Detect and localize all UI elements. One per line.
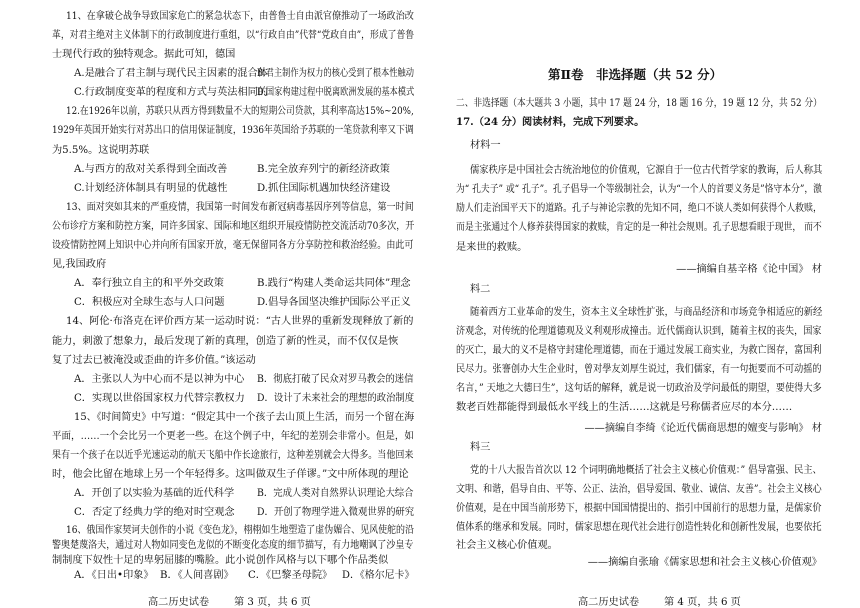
q11-line-2: 革，对君主绝对主义体制下的行政制度进行重组，以“行政自由”代替“党政自由”，形成了普鲁 bbox=[52, 29, 415, 41]
q15-option-a: A．开创了以实验为基础的近代科学 bbox=[74, 488, 235, 500]
material3-line-3: 价值观，是在中国当前形势下，根据中国国情提出的、指引中国前行的思想力量，是儒家价 bbox=[456, 503, 822, 515]
material3-label: 料三 bbox=[470, 442, 491, 454]
material2-line-1: 随着西方工业革命的发生，资本主义全球性扩张，与商品经济和市场竞争相适应的新经 bbox=[470, 306, 823, 318]
q15-line-1: 15、《时间简史》中写道：“假定其中一个孩子去山顶上生活，而另一个留在海 bbox=[74, 411, 415, 423]
q12-option-d: D.抓住国际机遇加快经济建设 bbox=[257, 182, 391, 194]
material1-label: 材料一 bbox=[470, 140, 501, 152]
q13-option-d: D.倡导各国坚决维护国际公平正义 bbox=[257, 297, 411, 309]
left-footer-subject: 高二历史试卷 bbox=[148, 597, 210, 608]
material1-line-1: 儒家秩序是中国社会古统治地位的价值观，它源自于一位古代哲学家的教诲，后人称其 bbox=[470, 165, 823, 177]
q13-option-b: B.践行“构建人类命运共同体”理念 bbox=[257, 278, 411, 290]
material1-line-4: 而是主张通过个人修养获得国家的救赎，肯定的是一种社会规则。孔子思想看眼于现世， 而不 bbox=[456, 222, 822, 234]
q14-line-3: 复了过去已被淹没或歪曲的许多价值。”该运动 bbox=[52, 354, 256, 366]
q11-line-1: 11、在拿破仑战争导致国家危亡的紧急状态下，由普鲁士自由派官僚推动了一场政治改 bbox=[66, 10, 414, 22]
material2-line-6: 数老百姓都能得到最低水平线上的生活……这就是号称儒者应尽的本分…… bbox=[456, 402, 793, 413]
section-title: 第Ⅱ卷 非选择题（共 52 分） bbox=[548, 66, 723, 82]
material1-line-2: 为“ 孔夫子” 或“ 孔子”。孔子倡导一个等级制社会，认为“一个人的首要义务是”恪守本分”，激 bbox=[456, 184, 822, 196]
q15-option-d: D．开创了物理学进入微观世界的研究 bbox=[257, 507, 415, 519]
q12-option-a: A.与西方的敌对关系得到全面改善 bbox=[74, 163, 228, 175]
q14-option-c: C．实现以世俗国家权力代替宗教权力 bbox=[74, 392, 245, 404]
q13-line-4: 见,我国政府 bbox=[52, 259, 107, 271]
q14-line-1: 14、阿伦·布洛克在评价西方某一运动时说：“古人世界的重新发现释放了新的 bbox=[66, 316, 414, 328]
q13-line-3: 设疫情防控网上知识中心并向所有国家开放，毫无保留同各方分享防控和救治经验。由此可 bbox=[52, 240, 414, 252]
q15-option-b: B．完成人类对自然界认识理论大综合 bbox=[257, 488, 414, 500]
q15-line-4: 时，他会比留在地球上另一个年轻得多。这叫做双生子佯谬。”文中所体现的理论 bbox=[52, 469, 409, 481]
material1-line-3: 励人们走治国平天下的道路。孔子与神论宗教的先知不同，绝口不谈人类如何获得个人救赎， bbox=[456, 203, 822, 215]
q12-line-1: 12.在1926年以前，苏联只从西方得到数量不大的短期公司贷款，其利率高达15%~20%, bbox=[66, 106, 414, 118]
q12-line-3: 为5.5%。这说明苏联 bbox=[52, 144, 150, 156]
q14-option-a: A．主张以人为中心而不是以神为中心 bbox=[74, 373, 245, 385]
material3-line-5: 社会主义核心价值观。 bbox=[456, 539, 558, 551]
q16-line-3: 制制度下奴性十足的卑躬屈膝的嘴脸。此小说创作风格与以下哪个作品类似 bbox=[52, 555, 389, 567]
q13-option-a: A．奉行独立自主的和平外交政策 bbox=[74, 278, 224, 290]
q12-option-b: B.完全放弃列宁的新经济政策 bbox=[257, 163, 390, 175]
material2-line-3: 的灭亡，最大的义不是格守封建伦理道德，而在于通过发展工商实业，为救亡图存，富国利 bbox=[456, 344, 822, 356]
q11-option-d: D.国家构建过程中脱离欧洲发展的基本模式 bbox=[257, 87, 415, 99]
q16-option-c: C．《巴黎圣母院》 bbox=[248, 570, 333, 582]
material1-source: ——摘编自基辛格《论中国》 材 bbox=[676, 264, 822, 276]
left-page bbox=[52, 0, 414, 607]
q12-option-c: C.计划经济体制具有明显的优越性 bbox=[74, 182, 228, 194]
q16-line-1: 16、俄国作家契诃夫创作的小说《变色龙》，栩栩如生地塑造了虚伪媚合、见风使舵的沿 bbox=[66, 524, 414, 536]
material1-line-5: 是来世的救赎。 bbox=[456, 241, 528, 253]
material2-source: ——摘编自李绮《论近代儒商思想的嬗变与影响》 材 bbox=[584, 423, 822, 435]
q11-option-b: B.君主制作为权力的核心受到了根本性触动 bbox=[257, 68, 415, 80]
material3-source: ——摘编自张瑜《儒家思想和社会主义核心价值观》 bbox=[587, 556, 822, 568]
material3-line-4: 值体系的继承和发展。同时，儒家思想在现代社会进行创造性转化和创新性发展，也要依托 bbox=[456, 522, 822, 534]
material3-line-2: 文明、和谐，倡导自由、平等、公正、法治，倡导爱国、敬业、诚信、友善”。社会主义核心 bbox=[456, 484, 822, 496]
q11-option-c: C.行政制度变革的程度和方式与英法相同的 bbox=[74, 87, 269, 99]
material2-line-5: 名言，” 天地之大德曰生”，这句话的解释，就是说一切政治及学问最低的期望，要使得大多 bbox=[456, 382, 822, 394]
material2-label: 料二 bbox=[470, 283, 491, 295]
material2-line-4: 民尽力。张謇创办大生企业时，曾对學友刘厚生说过，我们儒家，有一句扼要而不可动摇的 bbox=[456, 363, 822, 375]
q13-line-1: 13、面对突如其来的严重疫情，我国第一时间发布新冠病毒基因序列等信息，第一时间 bbox=[66, 201, 414, 213]
q15-line-3: 果有一个孩子在以近乎光速运动的航天飞船中作长途旅行，这种差别就会大得多。当他回来 bbox=[52, 450, 414, 462]
q16-line-2: 警奥楚蔑洛夫，通过对人物如同变色龙似的不断变化态度的细节描写，有力地嘲讽了沙皇专 bbox=[52, 539, 414, 551]
q13-line-2: 公布诊疗方案和防控方案，同许多国家、国际和地区组织开展疫情防控交流活动70多次，开 bbox=[52, 220, 415, 232]
q16-option-a: A．《日出•印象》 bbox=[74, 570, 154, 582]
q16-option-d: D．《格尔尼卡》 bbox=[342, 570, 415, 582]
q12-line-2: 1929年英国开始实行对苏出口的信用保证制度，1936年英国给予苏联的一笔贷款利率又下调 bbox=[52, 125, 414, 137]
right-page bbox=[456, 0, 822, 607]
right-footer-subject: 高二历史试卷 bbox=[578, 597, 640, 608]
q17-intro: 17.（24 分）阅读材料，完成下列要求。 bbox=[456, 116, 645, 129]
nonchoice-instructions: 二、非选择题（本大题共 3 小题，其中 17 题 24 分，18 题 16 分，19 题 12 分，共 52 分） bbox=[456, 98, 822, 110]
right-footer-page: 第 4 页，共 6 页 bbox=[664, 597, 741, 608]
q14-option-b: B．彻底打破了民众对罗马教会的迷信 bbox=[257, 373, 414, 385]
material3-line-1: 党的十八大报告首次以 12 个词明确地概括了社会主义核心价值观：” 倡导富强、民主、 bbox=[470, 465, 822, 477]
q16-option-b: B．《人间喜剧》 bbox=[160, 570, 234, 582]
q14-option-d: D．设计了未来社会的理想的政治制度 bbox=[257, 392, 415, 404]
q14-line-2: 能力，刺激了想象力，最后发现了新的真理，创造了新的性灵，而不仅仅是恢 bbox=[52, 335, 399, 347]
left-footer-page: 第 3 页，共 6 页 bbox=[234, 597, 311, 608]
q11-option-a: A.是融合了君主制与现代民主因素的混合体 bbox=[74, 68, 268, 80]
q11-line-3: 士现代行政的独特观念。据此可知，德国 bbox=[52, 49, 236, 61]
q13-option-c: C．积极应对全球生态与人口问题 bbox=[74, 297, 225, 309]
q15-option-c: C．否定了经典力学的绝对时空观念 bbox=[74, 507, 235, 519]
q15-line-2: 平面，……一个会比另一个更老一些。在这个例子中，年纪的差别会非常小。但是，如 bbox=[52, 431, 414, 443]
material2-line-2: 济观念，对传统的伦理道德观及义利观形成撞击。近代儒商认识到，随着主权的丧失，国家 bbox=[456, 325, 822, 337]
